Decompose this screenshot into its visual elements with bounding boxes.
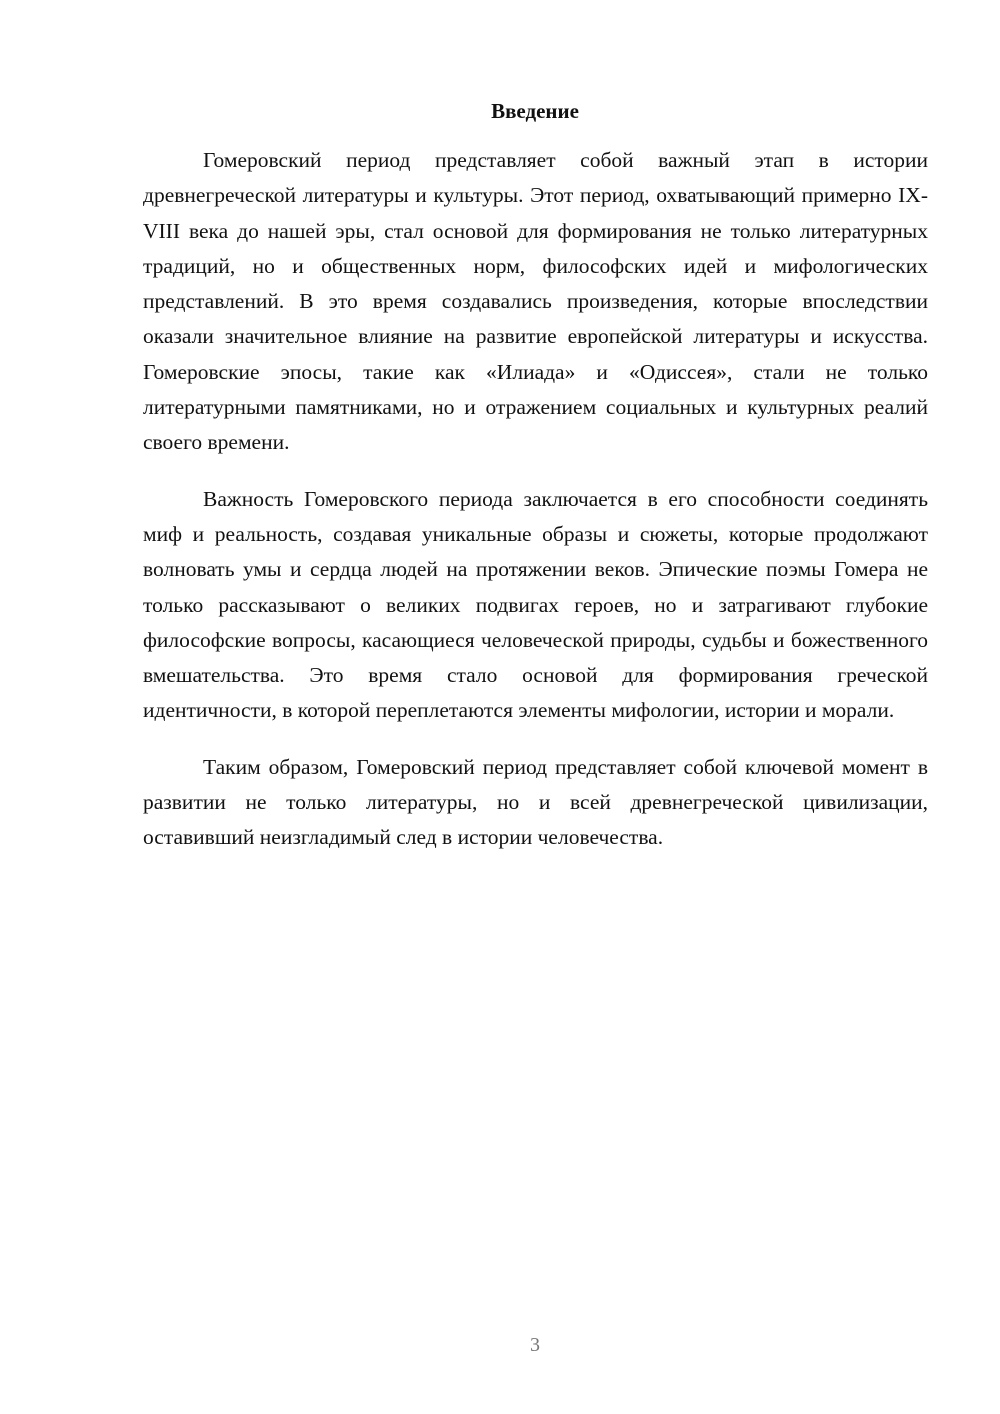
paragraph-1: Гомеровский период представляет собой важный этап в истории древнегреческой литературы и культуры. Этот период, охватывающий примерно IX-VIII века до нашей эры, стал основой для формирования не только литературных традиций, но и общественных норм, философских идей и мифологических представлений. В это время создавались произведения, которые впоследствии оказали значительное влияние на развитие европейской литературы и искусства. Гомеровские эпосы, такие как «Илиада» и «Одиссея», стали не только литературными памятниками, но и отражением социальных и культурных реалий своего времени. xyxy=(143,148,928,455)
paragraph-3: Таким образом, Гомеровский период представляет собой ключевой момент в развитии не только литературы, но и всей древнегреческой цивилизации, оставивший неизгладимый след в истории человечества. xyxy=(143,754,928,850)
paragraph-2: Важность Гомеровского периода заключается в его способности соединять миф и реальность, создавая уникальные образы и сюжеты, которые продолжают волновать умы и сердца людей на протяжении веков. Эпические поэмы Гомера не только рассказывают о великих подвигах героев, но и затрагивают глубокие философские вопросы, касающиеся человеческой природы, судьбы и божественного вмешательства. Это время стало основой для формирования греческой идентичности, в которой переплетаются элементы мифологии, истории и морали. xyxy=(143,486,928,723)
body-text xyxy=(143,143,928,877)
page-number: 3 xyxy=(530,1334,540,1356)
section-heading: Введение xyxy=(491,99,579,123)
